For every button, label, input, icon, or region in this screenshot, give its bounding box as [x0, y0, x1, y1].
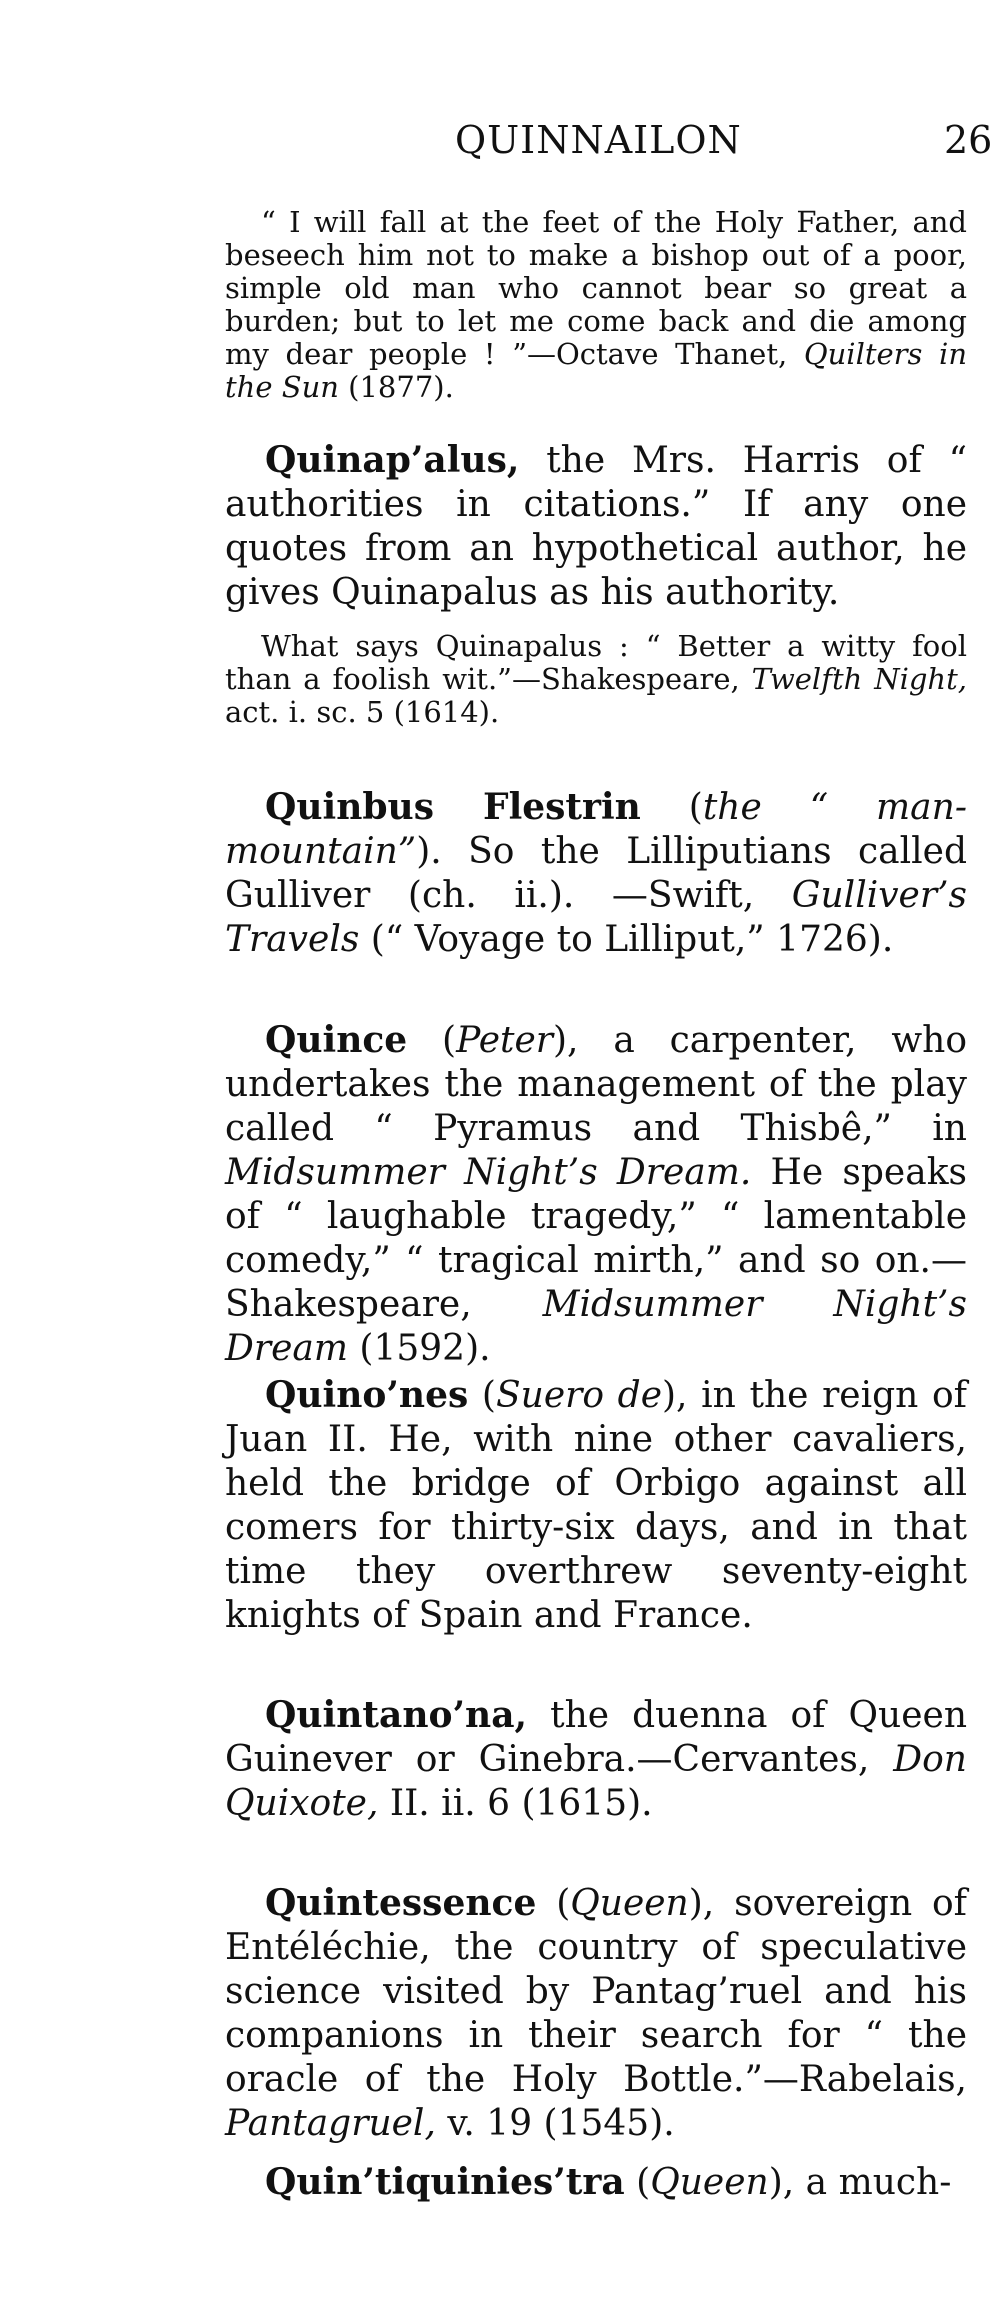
quote-tail: act. i. sc. 5 (1614).	[225, 695, 500, 729]
gloss: the “ man-mountain”	[225, 787, 967, 872]
quote-year: (1877).	[338, 370, 454, 404]
name-open: (	[624, 2162, 651, 2203]
entry-text: So the Lilliputians called Gulliver (ch. ii.). —Swift,	[225, 831, 967, 916]
work-title: Midsummer Night’s Dream.	[225, 1152, 752, 1193]
work-title: Pantagruel,	[225, 2103, 436, 2144]
name-open: (	[468, 1375, 496, 1416]
name-close: ),	[688, 1883, 715, 1924]
entry-year: (1592).	[347, 1328, 491, 1369]
work-title-2: Midsummer Night’s Dream	[225, 1284, 967, 1369]
headword: Quintessence	[265, 1882, 537, 1924]
entry-quinones	[225, 1373, 967, 1638]
entry-text: the duenna of Queen Guinever or Ginebra.—Cervantes,	[225, 1695, 967, 1780]
quote-work: Twelfth Night,	[751, 662, 967, 696]
name-open: (	[407, 1020, 457, 1061]
entry-text: the Mrs. Harris of “ authorities in citations.” If any one quotes from an hypothetical author, he gives Quinapalus as his authority.	[225, 440, 967, 613]
entry-quintessence	[225, 1881, 967, 2146]
entry-quinbus-flestrin	[225, 785, 967, 962]
given-name: Peter	[456, 1020, 553, 1061]
quote-twelfth-night	[225, 630, 967, 729]
given-name: Queen	[570, 1883, 689, 1924]
quote-work: Quilters in the Sun	[225, 337, 968, 404]
quote-quilters	[225, 206, 967, 404]
page-header	[225, 118, 1000, 174]
gloss-open: (	[640, 787, 703, 828]
headword: Quinap’alus,	[265, 439, 520, 481]
entry-quintiquiniestra	[225, 2160, 967, 2205]
name-close: ),	[662, 1375, 688, 1416]
headword: Quince	[265, 1019, 408, 1061]
name-open: (	[536, 1883, 571, 1924]
given-name: Suero de	[495, 1375, 663, 1416]
page-number: 26	[944, 118, 993, 162]
work-title: Don Quixote,	[225, 1739, 967, 1824]
name-close: ),	[768, 2162, 795, 2203]
headword: Quin’tiquinies’tra	[265, 2161, 625, 2203]
entry-text: sovereign of Entéléchie, the country of speculative science visited by Pantag’ruel and his companions in their search for “ the oracle of the Holy Bottle.”—Rabelais,	[225, 1883, 967, 2100]
entry-tail: (“ Voyage to Lilliput,” 1726).	[359, 919, 894, 960]
entry-text-2: He speaks of “ laughable tragedy,” “ lamentable comedy,” “ tragical mirth,” and so on.—Shakespeare,	[225, 1152, 967, 1325]
given-name: Queen	[650, 2162, 769, 2203]
entry-text: a much-	[794, 2162, 952, 2203]
headword: Quintano’na,	[265, 1694, 528, 1736]
gloss-close: ).	[416, 831, 442, 872]
name-close: ),	[553, 1020, 579, 1061]
entry-quintanona	[225, 1693, 967, 1826]
entry-tail: v. 19 (1545).	[435, 2103, 675, 2144]
entry-text: a carpenter, who undertakes the management of the play called “ Pyramus and Thisbê,” in	[225, 1020, 967, 1149]
entry-tail: II. ii. 6 (1615).	[378, 1783, 653, 1824]
entry-quince	[225, 1018, 967, 1371]
entry-quinapalus	[225, 438, 967, 615]
headword: Quino’nes	[265, 1374, 469, 1416]
running-head: QUINNAILON	[455, 118, 742, 162]
quote-text: “ I will fall at the feet of the Holy Father, and beseech him not to make a bishop out of a poor, simple old man who cannot bear so great a burden; but to let me come back and die among my dear people ! ”—Octave Thanet,	[225, 205, 967, 371]
work-title: Gulliver’s Travels	[225, 875, 967, 960]
quote-text: What says Quinapalus : “ Better a witty fool than a foolish wit.”—Shakespeare,	[225, 629, 967, 696]
entry-text: in the reign of Juan II. He, with nine other cavaliers, held the bridge of Orbigo against all comers for thirty-six days, and in that time they overthrew seventy-eight knights of Spain and France.	[225, 1375, 968, 1636]
headword: Quinbus Flestrin	[265, 786, 641, 828]
